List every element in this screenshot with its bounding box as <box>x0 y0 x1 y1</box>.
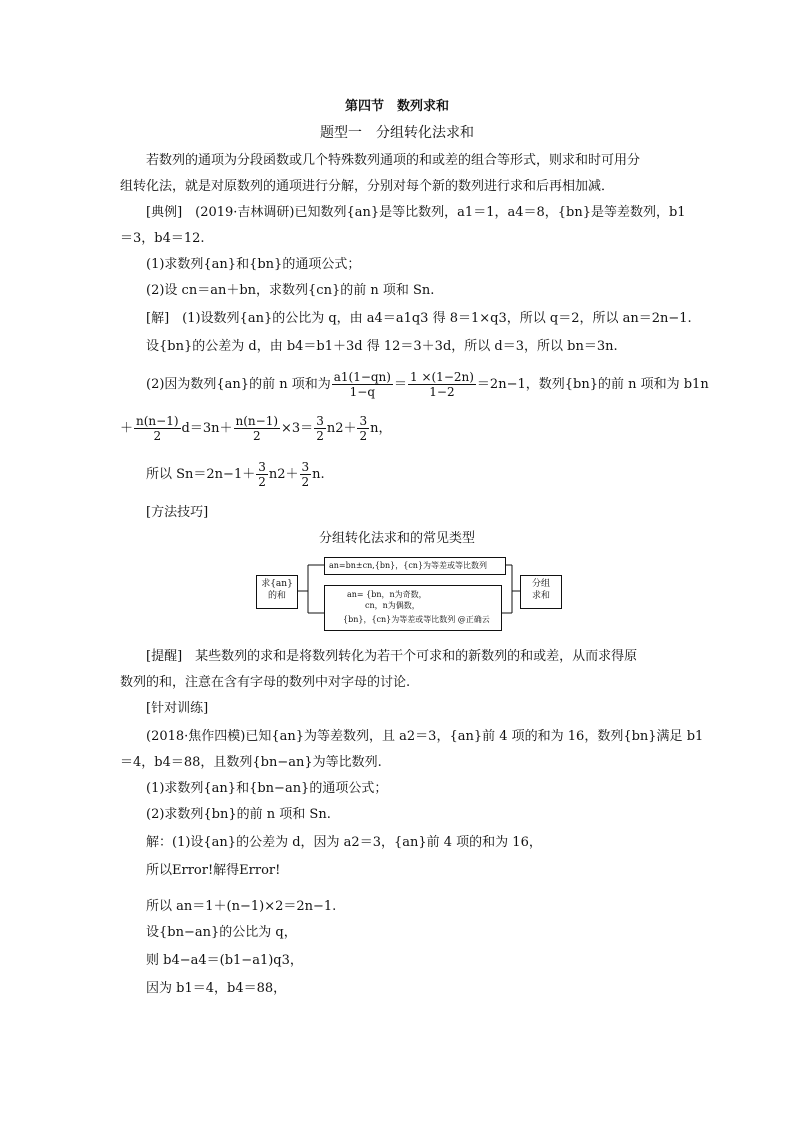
training-solution-6: 因为 b1＝4，b4＝88， <box>146 981 287 996</box>
training-line-1: (2018·焦作四模)已知{an}为等差数列，且 a2＝3，{an}前 4 项的和为 16，数列{bn}满足 b1 <box>146 729 704 744</box>
solution-text: ×3＝ <box>281 421 314 436</box>
example-line-2: ＝3，b4＝12. <box>120 231 205 246</box>
piecewise-line-1: an= {bn，n为奇数， <box>347 590 427 599</box>
example-line-1: [典例] (2019·吉林调研)已知数列{an}是等比数列，a1＝1，a4＝8，{bn}是等差数列，b1 <box>146 205 686 220</box>
method-heading: [方法技巧] <box>146 505 209 520</box>
page-title: 第四节 数列求和 <box>344 99 449 114</box>
solution-text: n2＋ <box>268 467 299 482</box>
diagram-right-box: 分组 求和 <box>520 575 562 609</box>
solution-text: n2＋ <box>326 421 357 436</box>
diagram-left-box: 求{an} 的和 <box>256 575 298 609</box>
training-solution-4: 设{bn−an}的公比为 q， <box>146 925 297 940</box>
section-heading: 题型一 分组转化法求和 <box>320 125 474 141</box>
fraction: $\frac{n(n-1)}{2}$ <box>235 414 279 443</box>
solution-text: ＋ <box>120 421 134 436</box>
intro-line-1: 若数列的通项为分段函数或几个特殊数列通项的和或差的组合等形式，则求和时可用分 <box>146 153 641 168</box>
solution-text: ＝2n−1，数列{bn}的前 n 项和为 b1n <box>476 377 709 392</box>
diagram-bottom-box <box>324 585 502 631</box>
fraction: $\frac{3}{2}$ <box>301 460 310 489</box>
solution-line-2: 设{bn}的公差为 d，由 b4＝b1＋3d 得 12＝3＋3d，所以 d＝3，所以 bn＝3n. <box>146 339 618 354</box>
condition-line: {bn}，{cn}为等差或等比数列 @正确云 <box>343 615 490 624</box>
solution-text: n. <box>312 467 325 482</box>
training-solution-5: 则 b4−a4＝(b1−a1)q3， <box>146 953 303 968</box>
fraction: $\frac{n(n-1)}{2}$ <box>136 414 179 443</box>
tip-line-1: [提醒] 某些数列的求和是将数列转化为若干个可求和的新数列的和或差，从而求得原 <box>146 649 638 664</box>
training-question-2: (2)求数列{bn}的前 n 项和 Sn. <box>146 807 331 822</box>
fraction: $\frac{3}{2}$ <box>316 414 324 443</box>
fraction: $\frac{3}{2}$ <box>258 460 266 489</box>
fraction: $\frac{1 \times(1-2n)}{1-2}$ <box>410 370 474 399</box>
fraction: $\frac{a1(1-qn)}{1-q}$ <box>333 370 391 399</box>
piecewise-line-2: cn，n为偶数， <box>365 601 420 610</box>
equals-sign: ＝ <box>393 377 407 392</box>
question-2: (2)设 cn＝an＋bn，求数列{cn}的前 n 项和 Sn. <box>146 283 435 298</box>
tip-line-2: 数列的和，注意在含有字母的数列中对字母的讨论. <box>120 675 411 690</box>
solution-text: 所以 Sn＝2n−1＋ <box>146 467 256 482</box>
solution-line-5 <box>146 460 325 489</box>
question-1: (1)求数列{an}和{bn}的通项公式； <box>146 257 361 272</box>
diagram <box>256 553 562 633</box>
diagram-top-box: an=bn±cn,{bn}，{cn}为等差或等比数列 <box>324 557 506 575</box>
solution-text: d＝3n＋ <box>181 421 233 436</box>
solution-line-4 <box>120 414 392 443</box>
intro-line-2: 组转化法，就是对原数列的通项进行分解，分别对每个新的数列进行求和后再相加减． <box>120 179 615 194</box>
solution-line-3 <box>146 370 709 399</box>
training-question-1: (1)求数列{an}和{bn−an}的通项公式； <box>146 781 388 796</box>
solution-line-1: [解] (1)设数列{an}的公比为 q，由 a4＝a1q3 得 8＝1×q3，所以 q＝2，所以 an＝2n−1. <box>146 311 692 326</box>
fraction: $\frac{3}{2}$ <box>359 414 368 443</box>
training-solution-2: 所以Error!解得Error! <box>146 863 281 878</box>
solution-text: n， <box>370 421 392 436</box>
solution-text: (2)因为数列{an}的前 n 项和为 <box>146 377 331 392</box>
diagram-title: 分组转化法求和的常见类型 <box>318 531 475 546</box>
training-solution-3: 所以 an＝1＋(n−1)×2＝2n−1. <box>146 899 337 914</box>
training-line-2: ＝4，b4＝88，且数列{bn−an}为等比数列. <box>120 755 382 770</box>
training-heading: [针对训练] <box>146 701 209 716</box>
training-solution-1: 解：(1)设{an}的公差为 d，因为 a2＝3，{an}前 4 项的和为 16， <box>146 835 542 850</box>
